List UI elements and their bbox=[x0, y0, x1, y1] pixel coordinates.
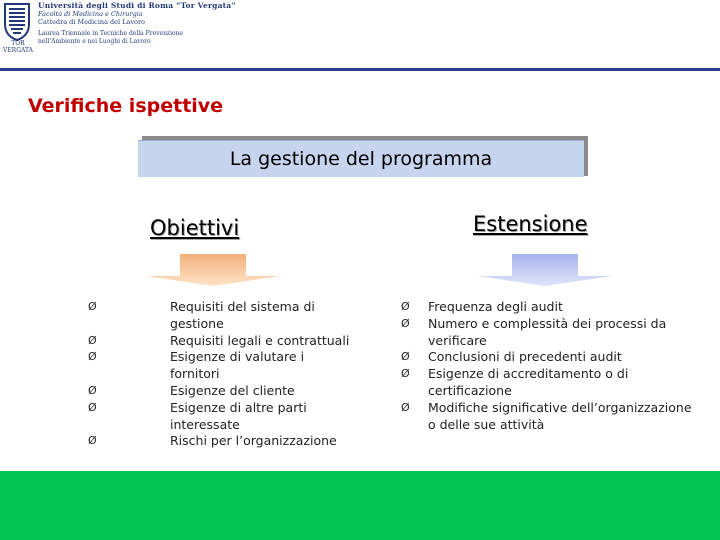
bullet-arrow-icon: Ø bbox=[88, 300, 97, 313]
logo-caption: TOR VERGATA bbox=[2, 40, 34, 54]
course-line-1: Laurea Triennale in Tecniche della Prevenzione bbox=[38, 30, 184, 37]
university-logo-icon bbox=[3, 2, 31, 42]
left-down-arrow-icon bbox=[146, 254, 280, 286]
header-divider bbox=[0, 68, 720, 71]
list-item: Ø Conclusioni di precedenti audit bbox=[401, 349, 622, 365]
right-down-arrow-icon bbox=[478, 254, 612, 286]
list-item: Ø Esigenze di altre parti bbox=[88, 399, 307, 415]
list-item: Ø Numero e complessità dei processi da bbox=[401, 315, 667, 331]
bullet-arrow-icon: Ø bbox=[401, 350, 410, 364]
faculty-name: Facoltà di Medicina e Chirurgia bbox=[38, 10, 143, 18]
bullet-arrow-icon: Ø bbox=[88, 333, 97, 347]
list-item: Ø Esigenze di accreditamento o di bbox=[401, 366, 629, 382]
bullet-arrow-icon: Ø bbox=[401, 300, 410, 313]
bullet-arrow-icon: Ø bbox=[401, 316, 410, 330]
footer-bar bbox=[0, 471, 720, 540]
bullet-arrow-icon: Ø bbox=[88, 383, 97, 397]
bullet-arrow-icon: Ø bbox=[88, 350, 97, 364]
list-item: Ø Frequenza degli audit bbox=[401, 299, 563, 314]
bullet-arrow-icon: Ø bbox=[88, 400, 97, 414]
university-name: Università degli Studi di Roma “Tor Vergata” bbox=[38, 1, 236, 10]
list-item: Ø Requisiti del sistema di bbox=[88, 299, 315, 314]
list-item: Ø Esigenze di valutare i bbox=[88, 349, 305, 365]
bullet-arrow-icon: Ø bbox=[401, 367, 410, 381]
list-item: Ø Modifiche significative dell’organizzazione bbox=[401, 399, 692, 415]
bullet-arrow-icon: Ø bbox=[88, 434, 97, 448]
program-title: La gestione del programma bbox=[229, 148, 493, 170]
chair-name: Cattedra di Medicina del Lavoro bbox=[38, 18, 145, 26]
list-item: Ø Requisiti legali e contrattuali bbox=[88, 332, 350, 348]
left-heading: Obiettivi bbox=[150, 216, 240, 240]
right-bullet-list: Ø Frequenza degli audit Ø Numero e complessità dei processi da verificare Ø Conclusioni di precedenti audit Ø Esigenze di accreditamento o di certificazione Ø Modifiche significative dell’organizzazione o delle sue attività bbox=[428, 299, 718, 433]
list-item: Ø Esigenze del cliente bbox=[88, 382, 295, 398]
left-bullet-list: Ø Requisiti del sistema di gestione Ø Requisiti legali e contrattuali Ø Esigenze di valutare i fornitori Ø Esigenze del cliente Ø Esigenze di altre parti interessate Ø Rischi per l’organizzazione bbox=[170, 299, 380, 450]
bullet-arrow-icon: Ø bbox=[401, 400, 410, 414]
slide-title: Verifiche ispettive bbox=[28, 95, 224, 117]
right-heading: Estensione bbox=[473, 212, 588, 236]
course-line-2: nell’Ambiente e nei Luoghi di Lavoro bbox=[38, 38, 151, 45]
program-box bbox=[138, 140, 584, 177]
list-item: Ø Rischi per l’organizzazione bbox=[88, 433, 337, 449]
header bbox=[0, 0, 720, 68]
